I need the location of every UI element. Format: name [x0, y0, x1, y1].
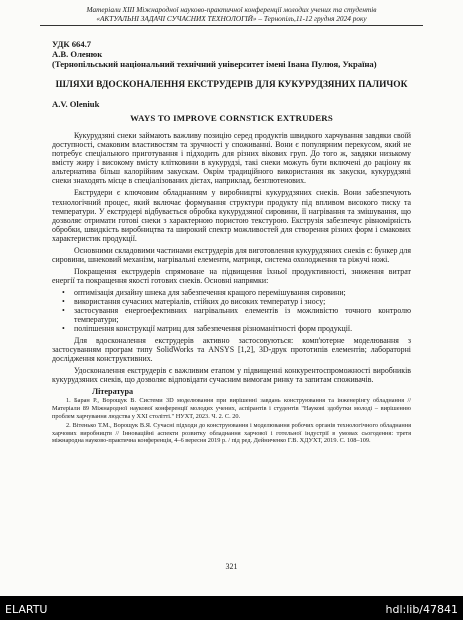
repository-name: ELARTU — [5, 603, 48, 616]
paragraph: Покращення екструдерів спрямоване на підвищення їхньої продуктивності, зниження витрат енергії та покращення якості готових снеків. Основні напрямки: — [52, 266, 411, 285]
title-ua: ШЛЯХИ ВДОСКОНАЛЕННЯ ЕКСТРУДЕРІВ ДЛЯ КУКУРУДЗЯНИХ ПАЛИЧОК — [55, 80, 408, 91]
author-en: A.V. Oleniuk — [52, 99, 100, 110]
header-line-2: «АКТУАЛЬНІ ЗАДАЧІ СУЧАСНИХ ТЕХНОЛОГІЙ» – Тернопіль,11-12 грудня 2024 року — [96, 13, 367, 23]
reference-item: 1. Баран Р., Ворощук В. Системи 3D моделювання при вирішенні завдань конструювання та інженерінгу обладнання // Матеріали 89 Міжнародної наукової конференції молодих учених, аспірантів і студентів "Наукові здобутки молоді – вирішенню проблем харчування людства у ХХІ столітті." НУХТ, 2023. Ч. 2. С. 20. — [52, 397, 411, 420]
repository-footer — [0, 596, 463, 620]
list-item: • поліпшення конструкції матриц для забезпечення різноманітності форм продукції. — [62, 324, 411, 333]
paragraph: Екструдери є ключовим обладнанням у виробництві кукурудзяних снеків. Вони забезпечують технологічний процес, який включає формування структури продукту під впливом високого тиску та температури. У екструдері відбувається обробка кукурудзяної сировини, її нагрівання та змішування, що дозволяє отримати готові снеки з характерною пористою текстурою. Екструзія забезпечує рівномірність обробки, швидкість виробництва та широкий спектр можливостей для створення різних форм і смакових характеристик продукції. — [52, 188, 411, 243]
handle-identifier: hdl:lib/47841 — [385, 603, 458, 616]
paragraph: Для вдосконалення екструдерів активно застосовуються: комп'ютерне моделювання з застосуванням програм типу SolidWorks та ANSYS [1,2], 3D-друк прототипів елементів; лабораторні дослідження конструктивних. — [52, 336, 411, 364]
paragraph: Основними складовими частинами екструдерів для виготовлення кукурудзяних снеків є: бункер для сировини, шнековий механізм, нагрівальні елементи, матриця, система охолодження та ріжучі ножі. — [52, 245, 411, 264]
directions-list — [52, 288, 411, 333]
affiliation: (Тернопільський національний технічний університет імені Івана Пулюя, Україна) — [52, 59, 377, 70]
running-header — [40, 6, 423, 26]
list-item: • оптимізація дизайну шнека для забезпечення кращого перемішування сировини; — [62, 288, 411, 297]
paragraph: Кукурудзяні снеки займають важливу позицію серед продуктів швидкого харчування завдяки своїй доступності, смаковим властивостям та зручності у споживанні. Вони є популярним перекусом, який не потребує спеціального приготування і підходить для різних вікових груп. До того ж, завдяки низькому вмісту жиру і високому вмісту клітковини в кукурудзі, такі снеки можуть бути включені до раціону як альтернатива більш калорійним закускам. Окрім традиційного використання як закуски, кукурудзяні снеки знаходять місце в спеціалізованих дієтах, наприклад, безглютенових. — [52, 131, 411, 186]
title-en: WAYS TO IMPROVE CORNSTICK EXTRUDERS — [130, 113, 333, 124]
article-body — [52, 131, 411, 445]
reference-item: 2. Вітенько Т.М., Ворощук В.Я. Сучасні підходи до конструювання і моделювання робочих органів технологічного обладнання харчових виробництв // Інноваційні аспекти розвитку обладнання харчової і готельної індустрії в умовах сьогодення: третя міжнародна науково-практична конференція, 4–6 вересня 2019 р. / під ред. Дейниченко Г.В. ХДУХТ, 2019. С. 108–109. — [52, 422, 411, 445]
references — [52, 397, 411, 445]
page-number: 321 — [225, 562, 238, 571]
udk-code: УДК 664.7 — [52, 39, 92, 50]
author-ua: А.В. Оленюк — [52, 49, 103, 60]
list-item: • застосування енергоефективних нагрівальних елементів із можливістю точного контролю температури; — [62, 306, 411, 324]
literature-heading: Література — [92, 387, 134, 397]
list-item: • використання сучасних матеріалів, стійких до високих температур і зносу; — [62, 297, 411, 306]
header-line-1: Матеріали XIII Міжнародної науково-практичної конференції молодих учених та студентів — [86, 5, 377, 14]
paragraph: Удосконалення екструдерів є важливим етапом у підвищенні конкурентоспроможності виробників кукурудзяних снеків, що дозволяє відповідати сучасним вимогам ринку та запитам споживачів. — [52, 366, 411, 385]
